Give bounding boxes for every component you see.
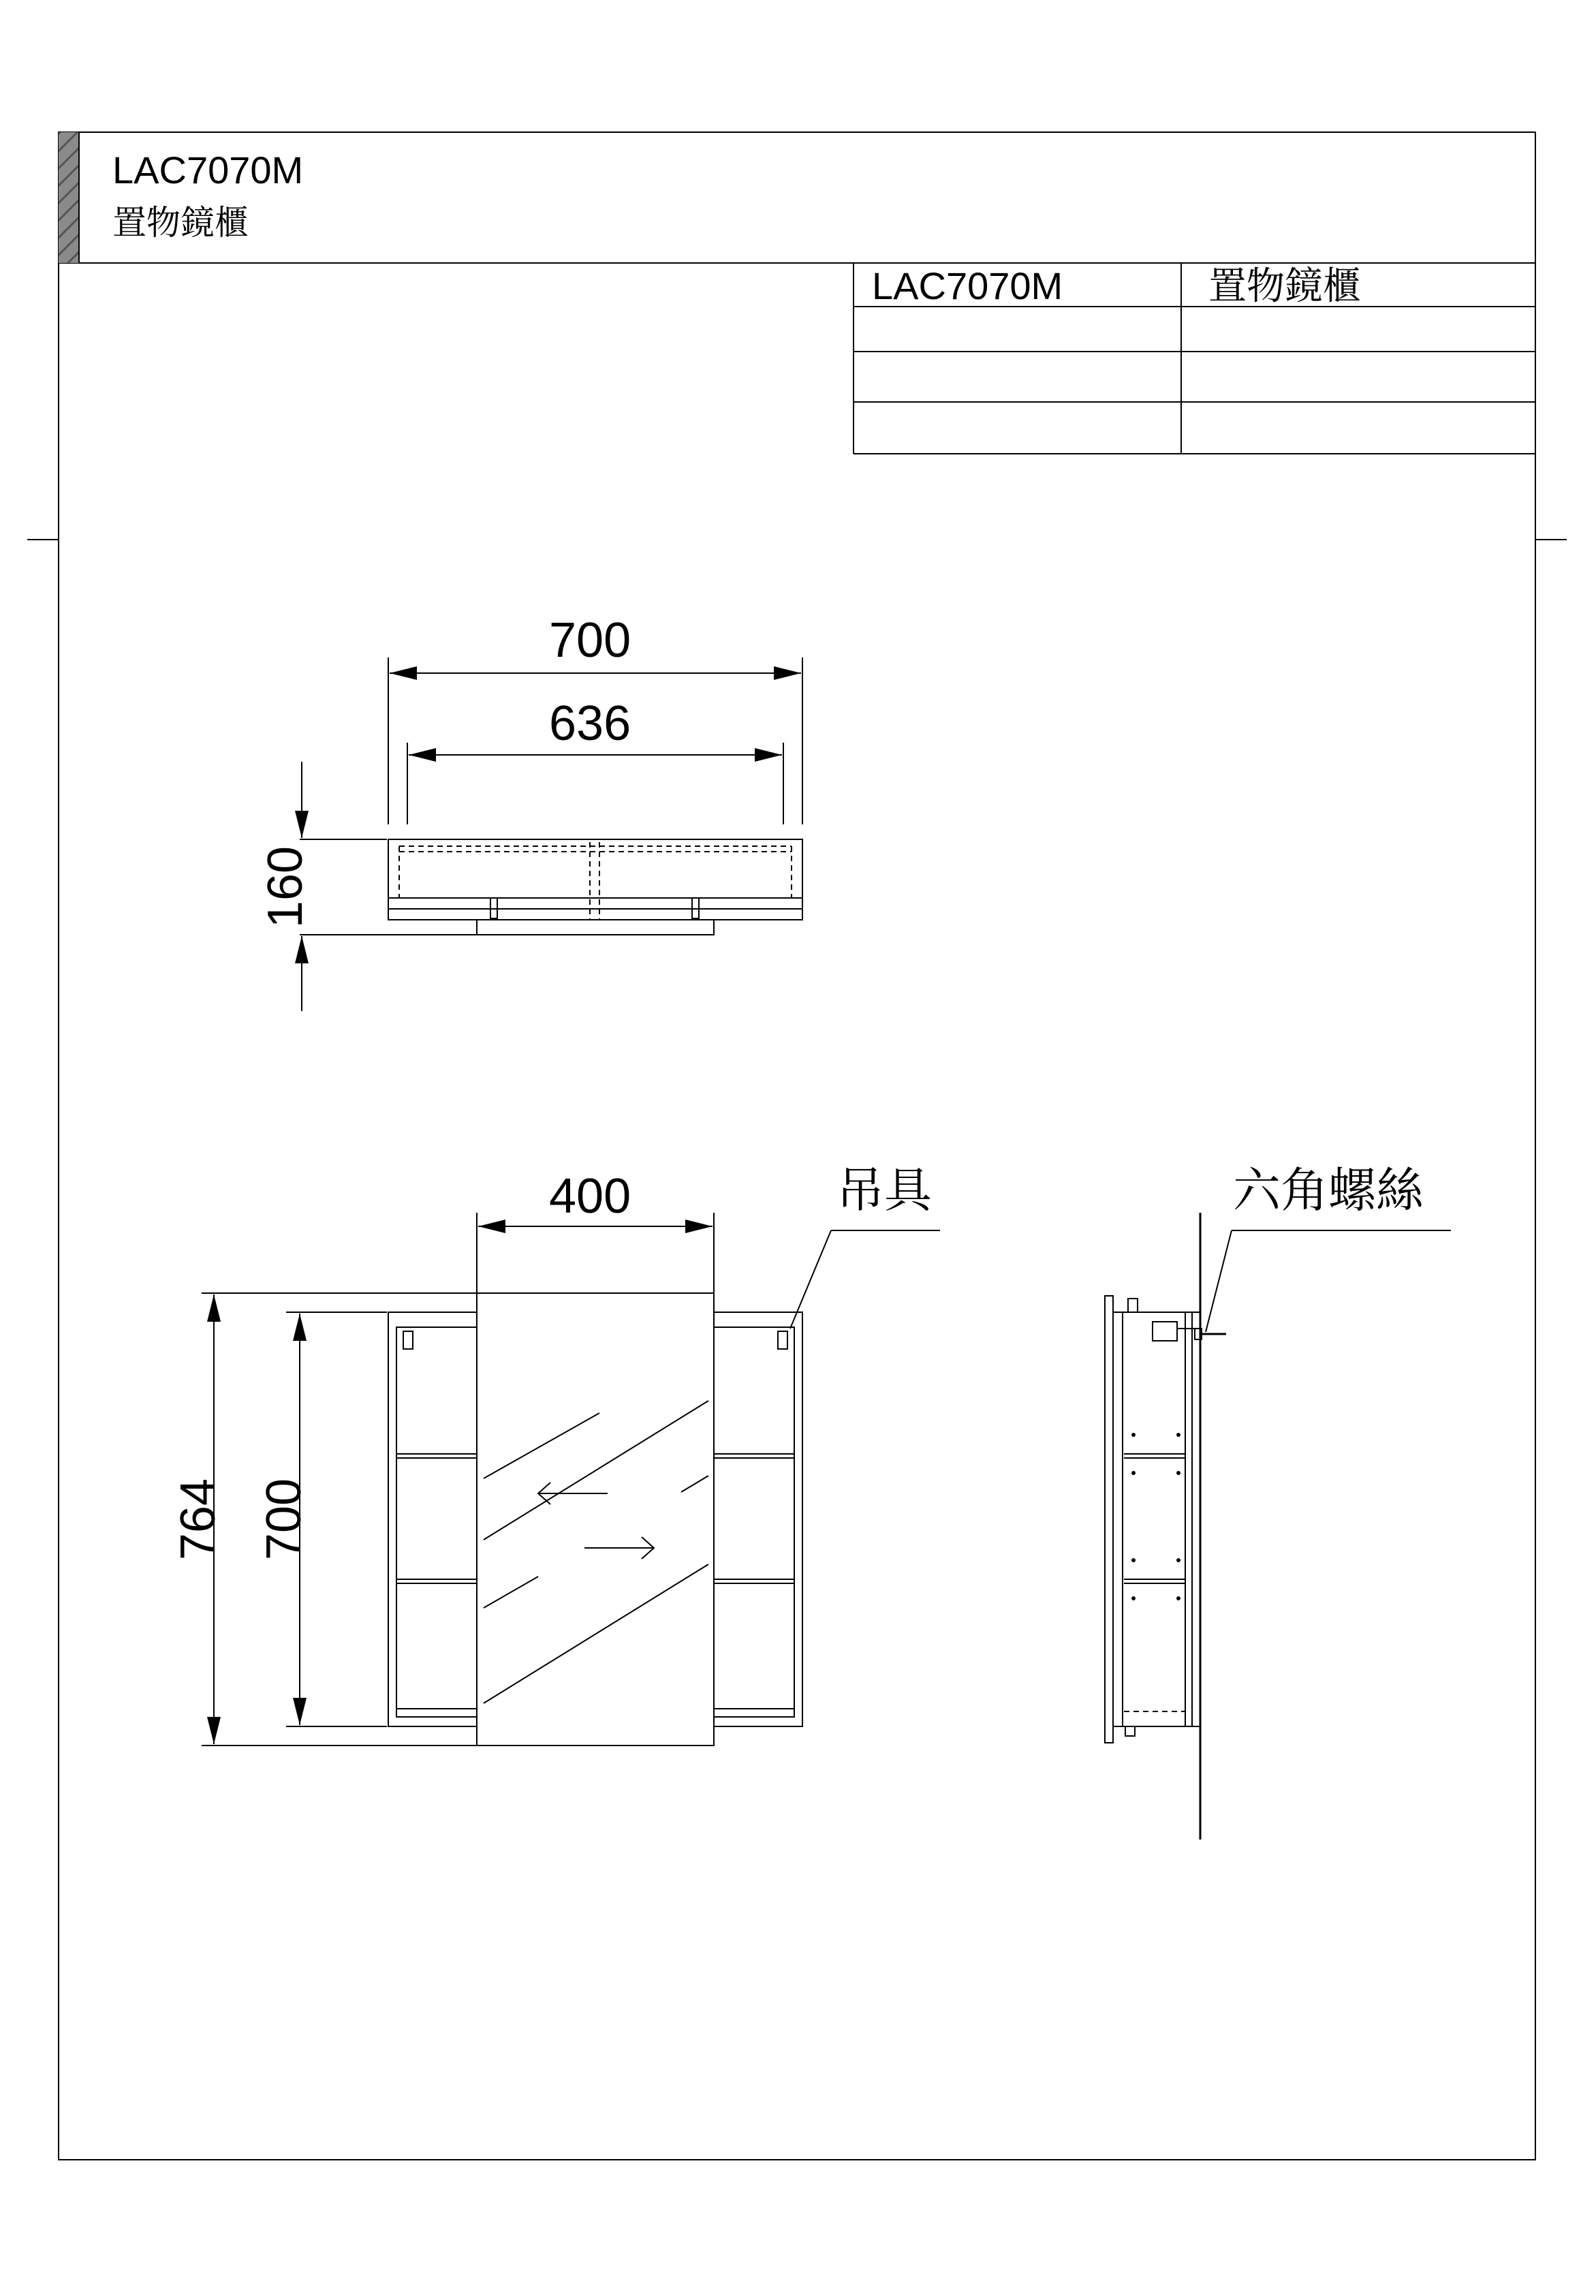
dim-overall-width: 700	[549, 613, 631, 668]
label-hex-screw: 六角螺絲	[1233, 1164, 1424, 1217]
side-view	[1105, 1213, 1451, 1840]
dim-depth: 160	[258, 846, 313, 929]
title-hatch	[59, 132, 79, 263]
table-cell-model: LAC7070M	[872, 264, 1063, 307]
dim-cabinet-height: 700	[257, 1478, 312, 1561]
title-product-name: 置物鏡櫃	[112, 204, 249, 242]
title-model-code: LAC7070M	[112, 149, 304, 191]
sheet-border	[59, 132, 1535, 2160]
label-hanger: 吊具	[836, 1164, 932, 1217]
dim-door-width: 400	[549, 1169, 631, 1224]
dim-overall-height: 764	[171, 1478, 226, 1561]
dim-inner-width: 636	[549, 696, 631, 751]
front-view	[202, 1213, 940, 1746]
table-cell-name: 置物鏡櫃	[1208, 264, 1361, 307]
